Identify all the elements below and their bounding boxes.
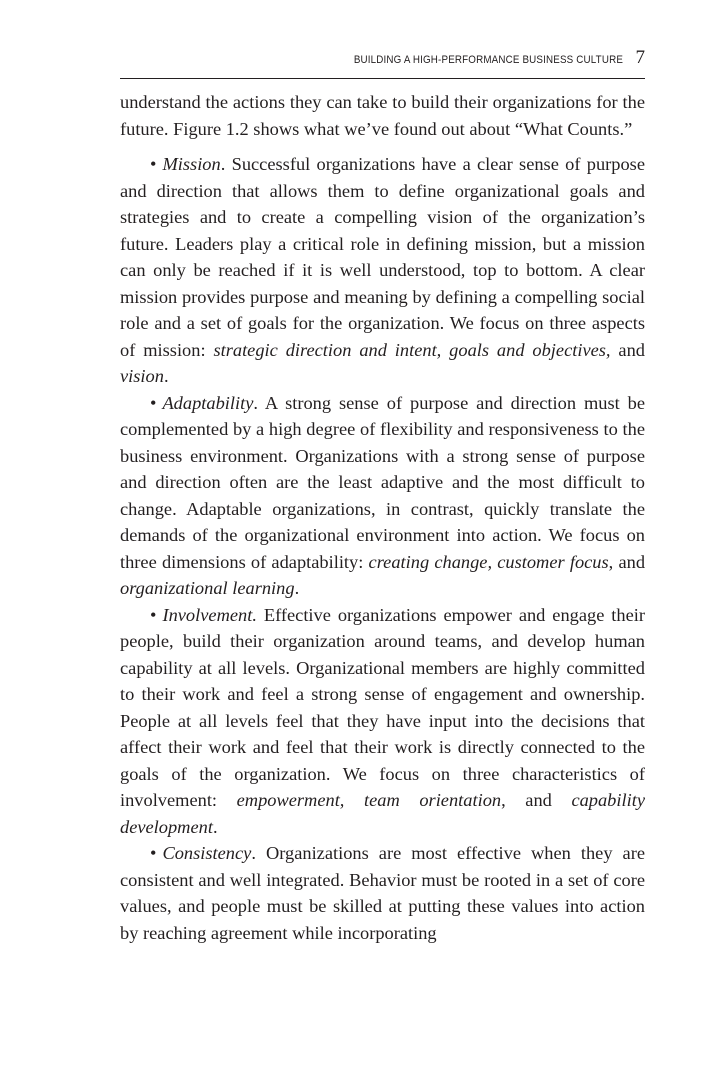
adaptability-end: . (294, 578, 300, 598)
bullet: • (150, 392, 157, 413)
term-adaptability: Adaptability (162, 392, 254, 413)
body-text (120, 89, 645, 946)
page-number: 7 (635, 47, 645, 68)
involvement-joiner: , and (501, 790, 572, 810)
adaptability-joiner: , and (608, 551, 646, 572)
mission-last-aspect: vision (120, 366, 164, 386)
intro-text: understand the actions they can take to build their organizations for the future. Figure 1.2 shows what we’ve found out about “What Counts.” (120, 92, 645, 139)
adaptability-aspects: creating change, customer focus (368, 551, 609, 572)
involvement-aspects: empowerment, team orientation (236, 790, 502, 810)
term-consistency: Consistency (162, 843, 252, 863)
paragraph-involvement (120, 602, 645, 841)
involvement-end: . (212, 816, 218, 837)
term-involvement: Involvement. (162, 604, 257, 625)
mission-aspects: strategic direction and intent, goals and objectives, (213, 339, 611, 360)
mission-end: . (163, 366, 169, 386)
involvement-last-aspect: capability development (120, 790, 645, 837)
mission-joiner: and (610, 339, 645, 360)
adaptability-last-aspect: organizational learning (120, 578, 295, 598)
paragraph-adaptability (120, 390, 645, 602)
bullet: • (150, 604, 157, 625)
running-head (310, 47, 645, 69)
mission-text: . Successful organizations have a clear sense of purpose and direction that allows them to define organizational goals and strategies and to create a compelling vision of the organization’s future. Leaders play a critical role in defining mission, but a mission can only be reached if it is well understood, top to bottom. A clear mission provides purpose and meaning by defining a compelling social role and a set of goals for the organization. We focus on three aspects of mission: (120, 154, 645, 360)
involvement-text: Effective organizations empower and engage their people, build their organization around teams, and develop human capability at all levels. Organizational members are highly committed to their work and feel a strong sense of engagement and ownership. People at all levels feel that they have input into the decisions that affect their work and feel that their work is directly connected to the goals of the organization. We focus on three characteristics of involvement: (120, 604, 645, 810)
adaptability-text: . A strong sense of purpose and direction must be complemented by a high degree of flexibility and responsiveness to the business environment. Organizations with a strong sense of purpose and direction often are the least adaptive and the most difficult to change. Adaptable organizations, in contrast, quickly translate the demands of the organizational environment into action. We focus on three dimensions of adaptability: (120, 392, 645, 572)
bullet: • (150, 154, 157, 174)
consistency-text: . Organizations are most effective when they are consistent and well integrated. Behavior must be rooted in a set of core values, and people must be skilled at putting these values into action by reaching agreement while incorporating (120, 843, 645, 943)
intro-paragraph (120, 89, 645, 142)
paragraph-consistency (120, 840, 645, 946)
term-mission: Mission (162, 154, 221, 174)
header-rule (120, 78, 645, 79)
paragraph-mission (120, 151, 645, 390)
bullet: • (150, 843, 157, 863)
running-title: BUILDING A HIGH-PERFORMANCE BUSINESS CULTURE (354, 54, 624, 66)
